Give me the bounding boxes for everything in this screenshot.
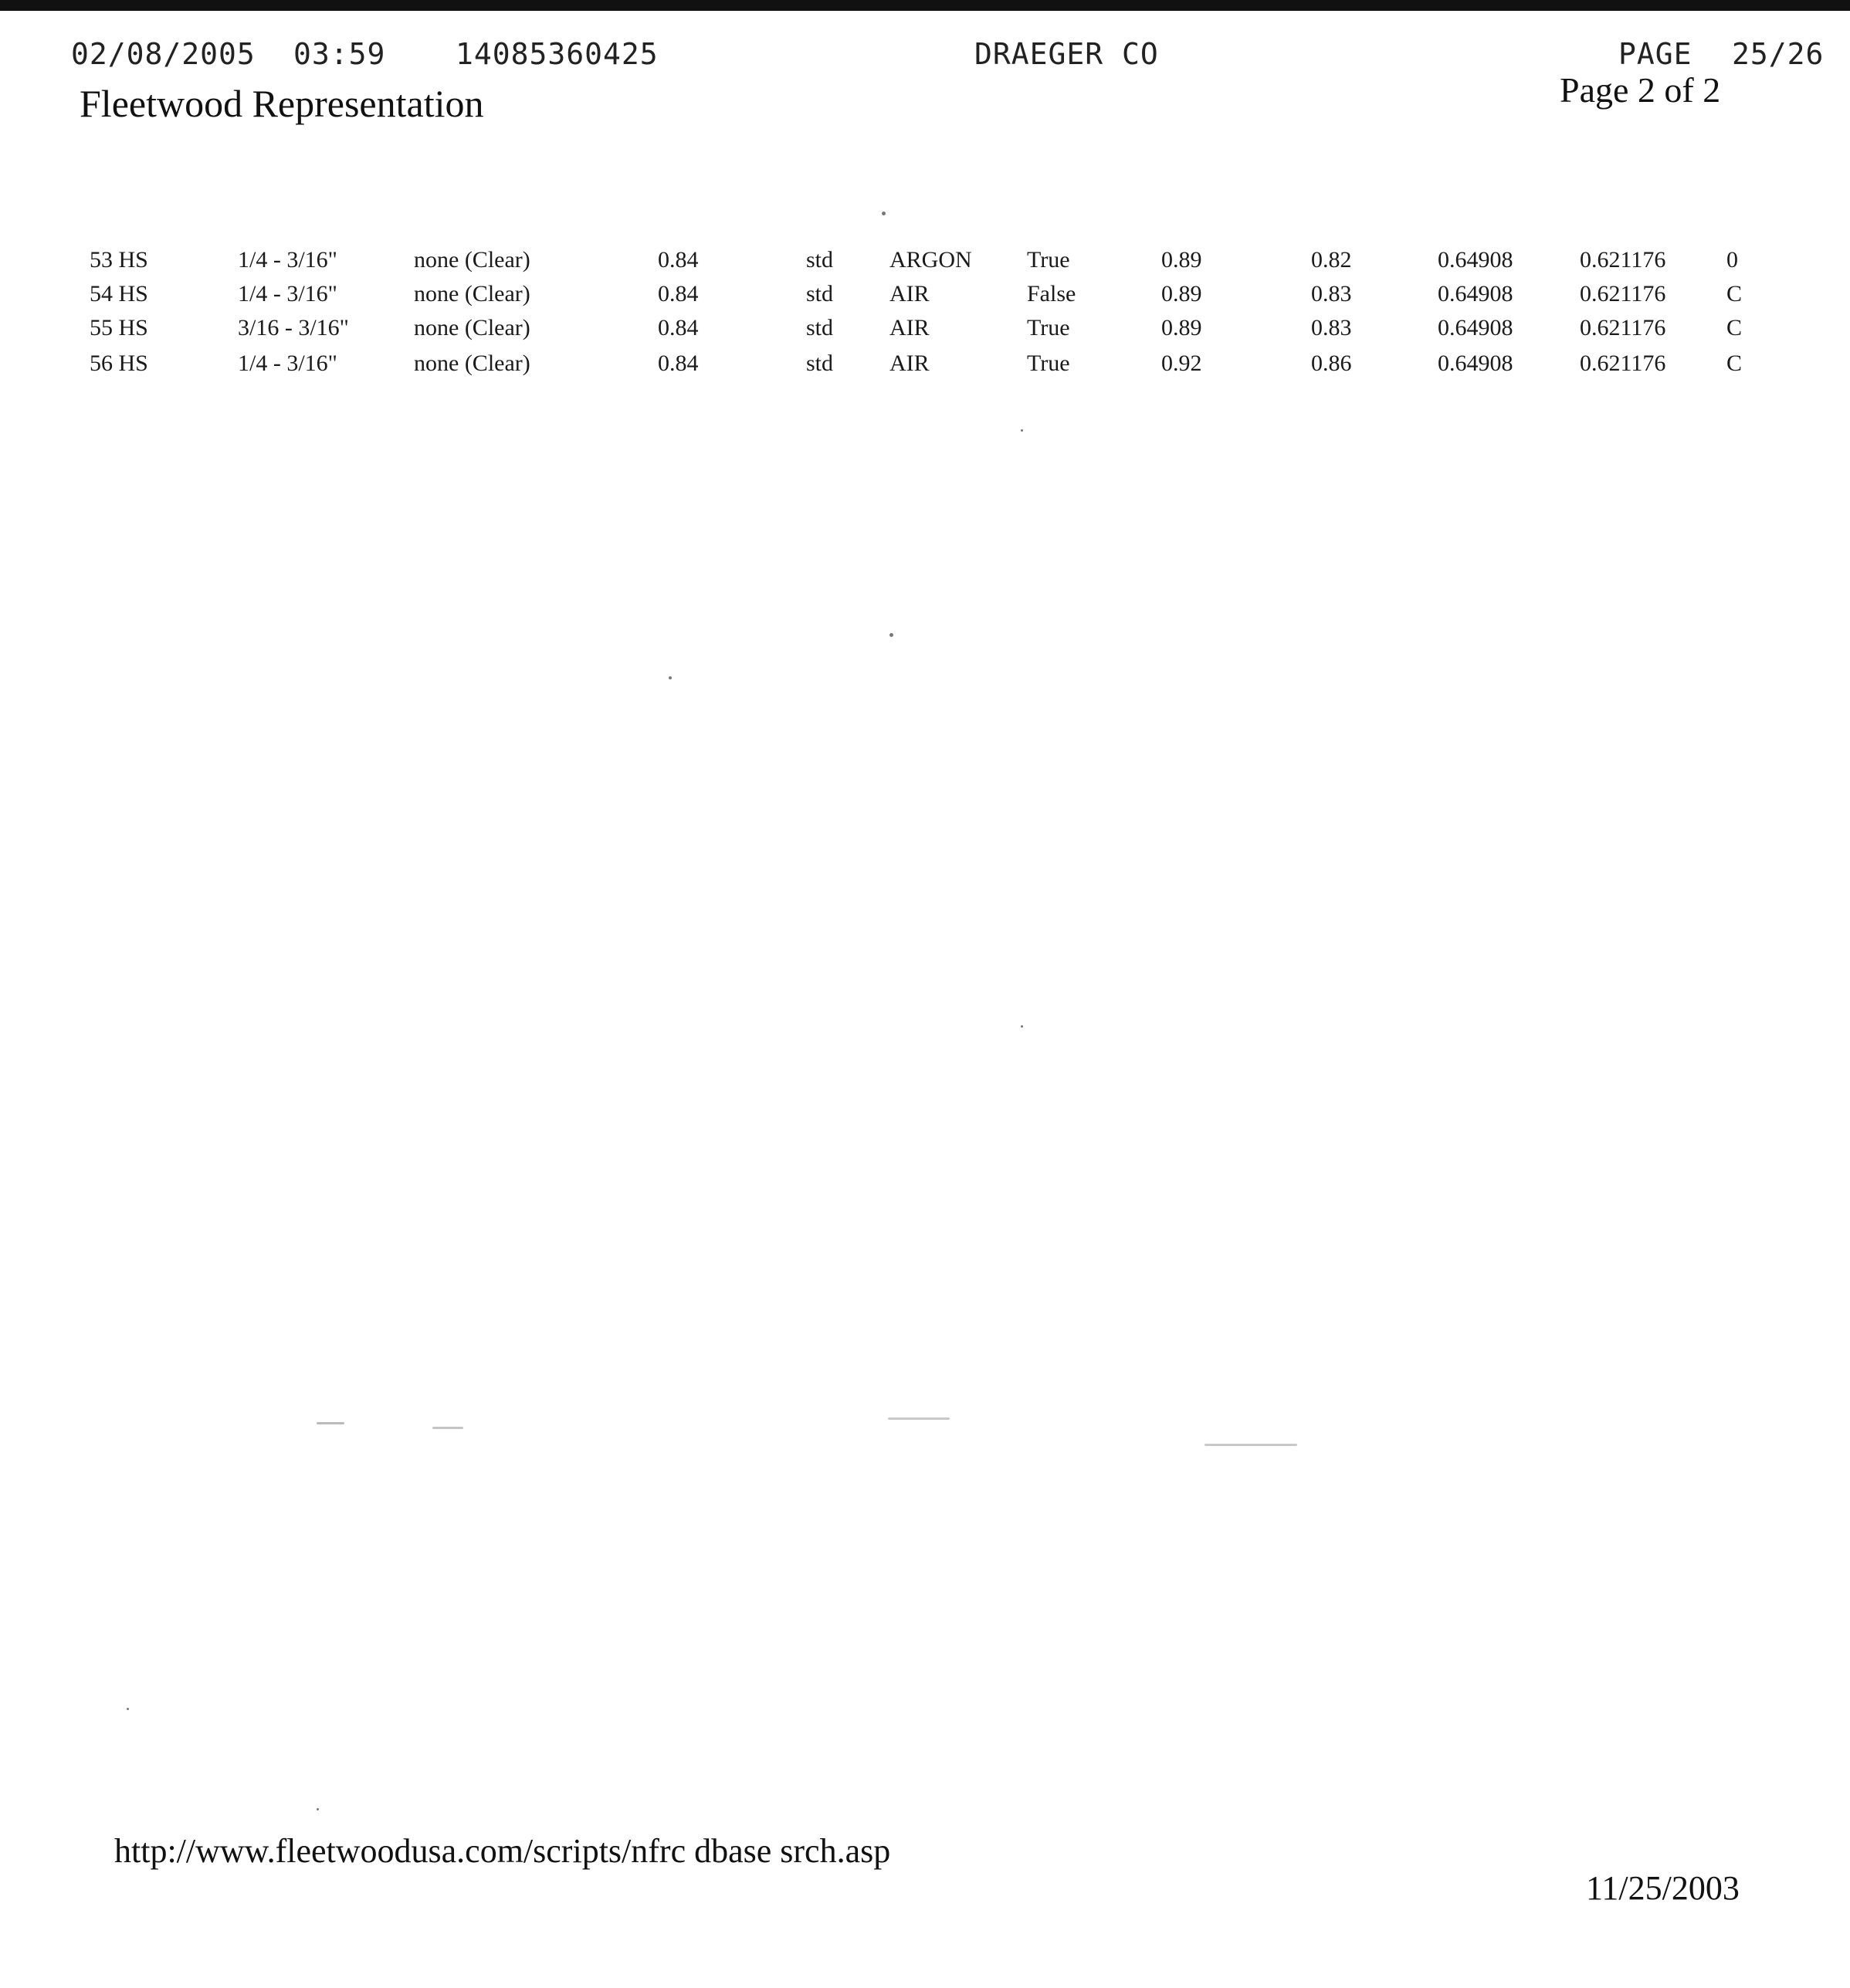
cell-value-5: 0.621176 (1580, 281, 1666, 306)
page-indicator: Page 2 of 2 (1560, 70, 1721, 110)
cell-value-6: C (1726, 281, 1743, 306)
table-row (0, 351, 1850, 384)
cell-value-3: 0.83 (1311, 281, 1352, 306)
fax-page-number: 25/26 (1732, 37, 1825, 71)
cell-value-2: 0.89 (1161, 315, 1202, 340)
fax-time: 03:59 (293, 37, 386, 71)
scan-smudge (432, 1427, 463, 1429)
table-row (0, 281, 1850, 315)
scan-speck (882, 212, 886, 215)
cell-value-4: 0.64908 (1438, 351, 1513, 376)
scan-speck (127, 1708, 129, 1710)
cell-id: 54 HS (90, 281, 148, 306)
cell-gas: ARGON (889, 247, 972, 273)
scan-speck (1021, 429, 1023, 432)
scan-speck (669, 676, 672, 679)
cell-value-3: 0.83 (1311, 315, 1352, 340)
cell-value-2: 0.89 (1161, 247, 1202, 273)
cell-coating: none (Clear) (414, 247, 530, 273)
fax-company: DRAEGER CO (974, 37, 1159, 71)
cell-value-2: 0.92 (1161, 351, 1202, 376)
scan-speck (317, 1808, 319, 1810)
cell-value-6: C (1726, 351, 1743, 376)
cell-size: 1/4 - 3/16" (238, 281, 337, 306)
document-title: Fleetwood Representation (80, 82, 484, 125)
cell-value-5: 0.621176 (1580, 315, 1666, 340)
cell-value-4: 0.64908 (1438, 281, 1513, 306)
cell-gas: AIR (889, 351, 930, 376)
cell-value-4: 0.64908 (1438, 315, 1513, 340)
cell-value-5: 0.621176 (1580, 247, 1666, 273)
cell-gas: AIR (889, 315, 930, 340)
cell-value-1: 0.84 (658, 247, 699, 273)
cell-spacer: std (806, 315, 834, 340)
cell-value-5: 0.621176 (1580, 351, 1666, 376)
cell-id: 56 HS (90, 351, 148, 376)
cell-value-2: 0.89 (1161, 281, 1202, 306)
cell-value-3: 0.82 (1311, 247, 1352, 273)
fax-number: 14085360425 (456, 37, 659, 71)
cell-size: 3/16 - 3/16" (238, 315, 349, 340)
cell-flag: True (1027, 351, 1070, 376)
cell-size: 1/4 - 3/16" (238, 247, 337, 273)
fax-page-label: PAGE (1618, 37, 1692, 71)
top-rule (0, 0, 1850, 11)
cell-spacer: std (806, 351, 834, 376)
cell-coating: none (Clear) (414, 351, 530, 376)
cell-flag: True (1027, 247, 1070, 273)
cell-value-6: C (1726, 315, 1743, 340)
cell-size: 1/4 - 3/16" (238, 351, 337, 376)
scan-speck (889, 633, 893, 637)
cell-gas: AIR (889, 281, 930, 306)
scan-speck (1021, 1025, 1023, 1028)
cell-id: 53 HS (90, 247, 148, 273)
cell-value-3: 0.86 (1311, 351, 1352, 376)
scan-smudge (317, 1422, 344, 1424)
cell-flag: True (1027, 315, 1070, 340)
scan-smudge (888, 1417, 950, 1420)
table-row (0, 315, 1850, 349)
cell-coating: none (Clear) (414, 281, 530, 306)
cell-value-1: 0.84 (658, 315, 699, 340)
cell-flag: False (1027, 281, 1076, 306)
cell-coating: none (Clear) (414, 315, 530, 340)
scan-smudge (1205, 1444, 1297, 1446)
fax-date: 02/08/2005 (71, 37, 256, 71)
cell-spacer: std (806, 247, 834, 273)
footer-date: 11/25/2003 (1586, 1869, 1740, 1907)
table-row (0, 247, 1850, 281)
cell-spacer: std (806, 281, 834, 306)
footer-url: http://www.fleetwoodusa.com/scripts/nfrc dbase srch.asp (114, 1832, 891, 1870)
cell-value-4: 0.64908 (1438, 247, 1513, 273)
cell-value-1: 0.84 (658, 351, 699, 376)
cell-id: 55 HS (90, 315, 148, 340)
cell-value-1: 0.84 (658, 281, 699, 306)
cell-value-6: 0 (1726, 247, 1738, 273)
